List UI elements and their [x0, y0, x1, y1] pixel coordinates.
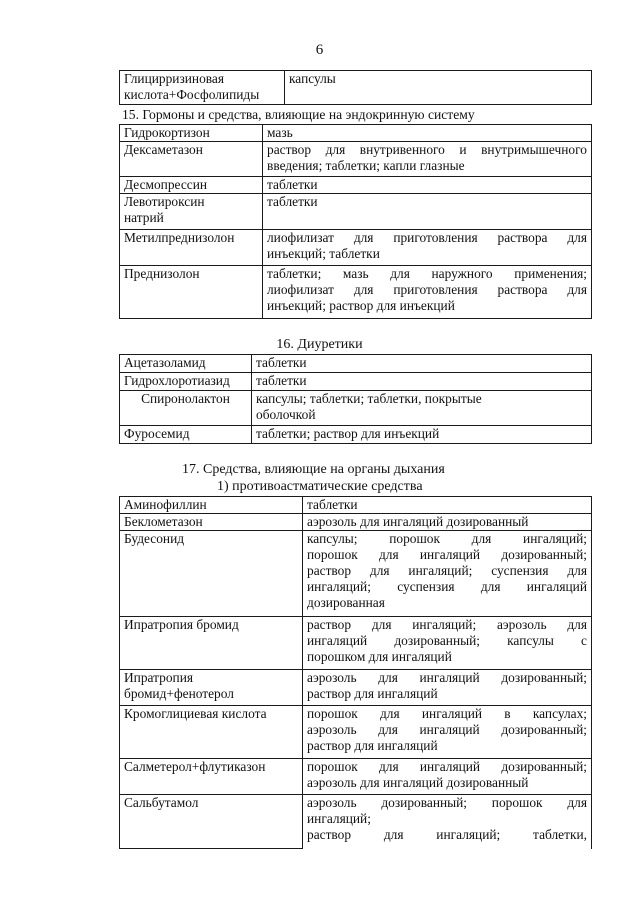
- table-row: [120, 426, 592, 444]
- drug-name-cell: Салметерол+флутиказон: [120, 759, 303, 795]
- dosage-form-cell: капсулы; таблетки; таблетки, покрытые оболочкой: [252, 391, 592, 426]
- section-15-table: [119, 124, 592, 319]
- dosage-form-cell: таблетки: [252, 355, 592, 373]
- table-row: [120, 71, 592, 105]
- dosage-form-cell: капсулы; порошок для ингаляций; порошок для ингаляций дозированный; раствор для ингаляций; суспензия для ингаляций; суспензия для ингаляций дозированная: [303, 531, 592, 617]
- table-row: [120, 391, 592, 426]
- dosage-form-cell: порошок для ингаляций в капсулах; аэрозоль для ингаляций дозированный; раствор для ингаляций: [303, 706, 592, 759]
- dosage-form-cell: аэрозоль дозированный; порошок для ингаляций; раствор для ингаляций; таблетки,: [303, 795, 592, 849]
- dosage-form-cell: аэрозоль для ингаляций дозированный: [303, 514, 592, 531]
- drug-name-cell: Левотироксин натрий: [120, 194, 263, 230]
- dosage-form-cell: лиофилизат для приготовления раствора для инъекций; таблетки: [263, 230, 592, 266]
- drug-name-cell: Ипратропия бромид: [120, 617, 303, 670]
- drug-name-cell: Дексаметазон: [120, 142, 263, 177]
- drug-name-cell: Гидрокортизон: [120, 125, 263, 142]
- drug-name-cell: Десмопрессин: [120, 177, 263, 194]
- dosage-form-cell: мазь: [263, 125, 592, 142]
- section-16-title: 16. Диуретики: [276, 337, 363, 352]
- dosage-form-cell: таблетки: [303, 497, 592, 514]
- dosage-form-cell: раствор для внутривенного и внутримышечного введения; таблетки; капли глазные: [263, 142, 592, 177]
- dosage-form-cell: таблетки; раствор для инъекций: [252, 426, 592, 444]
- dosage-form-cell: порошок для ингаляций дозированный; аэрозоль для ингаляций дозированный: [303, 759, 592, 795]
- drug-name-cell: Аминофиллин: [120, 497, 303, 514]
- drug-name-cell: Метилпреднизолон: [120, 230, 263, 266]
- table-row: [120, 531, 592, 617]
- table-row: [120, 617, 592, 670]
- dosage-form-cell: таблетки: [263, 194, 592, 230]
- table-row: [120, 670, 592, 706]
- table-row: [120, 355, 592, 373]
- drug-name-cell: Глицирризиновая кислота+Фосфолипиды: [120, 71, 285, 105]
- drug-name-cell: Ипратропия бромид+фенотерол: [120, 670, 303, 706]
- dosage-form-cell: таблетки; мазь для наружного применения; лиофилизат для приготовления раствора для инъекций; раствор для инъекций: [263, 266, 592, 319]
- table-row: [120, 177, 592, 194]
- top-table: [119, 70, 592, 105]
- table-row: [120, 125, 592, 142]
- dosage-form-cell: капсулы: [285, 71, 592, 105]
- table-row: [120, 194, 592, 230]
- page-number: 6: [315, 42, 324, 58]
- drug-name-cell: Ацетазоламид: [120, 355, 252, 373]
- table-row: [120, 514, 592, 531]
- table-row: [120, 230, 592, 266]
- table-row: [120, 759, 592, 795]
- table-row: [120, 373, 592, 391]
- dosage-form-cell: аэрозоль для ингаляций дозированный; раствор для ингаляций: [303, 670, 592, 706]
- table-row: [120, 795, 592, 849]
- drug-name-cell: Гидрохлоротиазид: [120, 373, 252, 391]
- section-15-title: 15. Гормоны и средства, влияющие на эндокринную систему: [122, 107, 475, 122]
- section-17-title: 17. Средства, влияющие на органы дыхания: [182, 462, 445, 477]
- section-17-subtitle: 1) противоастматические средства: [217, 479, 423, 494]
- drug-name-cell: Фуросемид: [120, 426, 252, 444]
- dosage-form-cell: таблетки: [263, 177, 592, 194]
- drug-name-cell: Преднизолон: [120, 266, 263, 319]
- section-16-table: [119, 354, 592, 444]
- drug-name-cell: Кромоглициевая кислота: [120, 706, 303, 759]
- dosage-form-cell: раствор для ингаляций; аэрозоль для ингаляций дозированный; капсулы с порошком для ингаляций: [303, 617, 592, 670]
- table-row: [120, 142, 592, 177]
- table-row: [120, 266, 592, 319]
- table-row: [120, 706, 592, 759]
- drug-name-cell: Сальбутамол: [120, 795, 303, 849]
- drug-name-cell: Спиронолактон: [120, 391, 252, 426]
- table-row: [120, 497, 592, 514]
- drug-name-cell: Будесонид: [120, 531, 303, 617]
- dosage-form-cell: таблетки: [252, 373, 592, 391]
- drug-name-cell: Беклометазон: [120, 514, 303, 531]
- section-17-table: [119, 496, 592, 849]
